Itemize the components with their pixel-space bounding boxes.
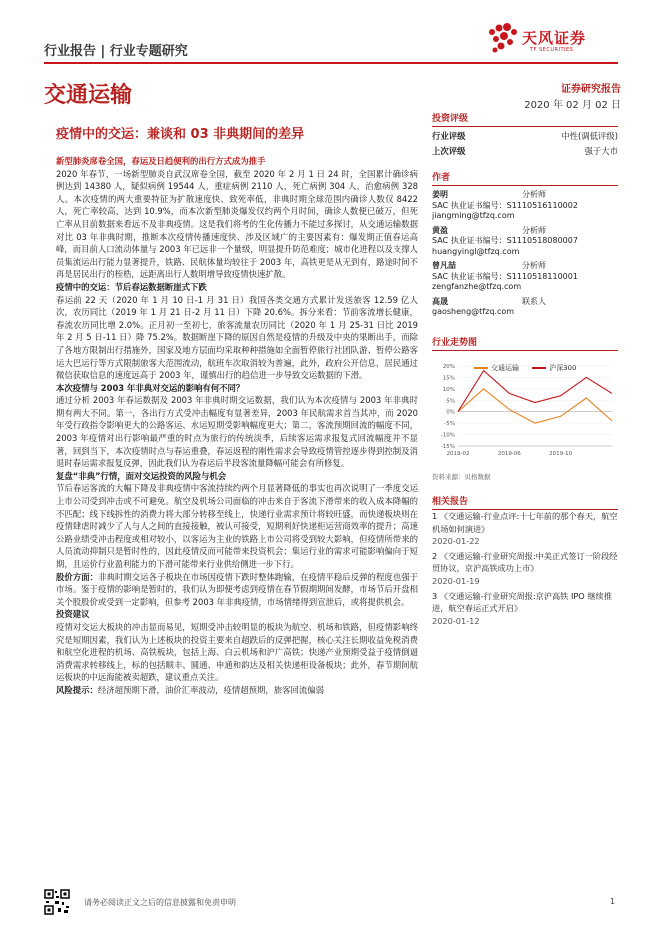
related-panel	[432, 494, 618, 510]
header-divider	[44, 62, 618, 64]
related-title[interactable]: 2 《交通运输-行业研究周报:中美正式签订一阶段经贸协议，京沪高铁成功上市》	[432, 550, 618, 574]
paragraph: 春运前 22 天（2020 年 1 月 10 日-1 月 31 日）我国各类交通方式累计发送旅客 12.59 亿人次，农历同比（2019 年 1 月 21 日-2 月 11 日）下降 20.6%。拆分来看：节前客流增长健康，春流农历同比增 2.0%。正月初一至初七，旅客流量农历同比（2020 年 1 月 25-31 日比 2019 年 2 月 5 日-11 日）降 75.2%。数据断崖下降的原因自然是疫情的升级及中央的果断出手，而除了各地方限制出行措施外，国家及地方层面均采取种种措施如全面暂停旅行社团队游、暂停公路客运大巴运行等方式限制旅客大范围流动，航班车次取消较为普遍，此外，政府公开信息，居民通过微信获取信息的速度远高于 2003 年，谨慎出行的趋信进一步导致交运数据的下滑。	[56, 294, 418, 381]
labeled-paragraph	[56, 571, 418, 609]
authors-head: 作者	[432, 170, 618, 186]
paragraph: 2020 年春节，一场新型肺炎自武汉席卷全国，截至 2020 年 2 月 1 日 24 时，全国累计确诊病例达到 14380 人，疑似病例 19544 人，重症病例 2110 人，死亡病例 304 人，治愈病例 328 人。本次疫情的两大重要特征为扩散速度快、致死率低，非典时期全球范围内确诊人数仅 8422 人，死亡率较高，达到 10.9%，而本次新型肺炎爆发仅约两个月时间，确诊人数便已破万，但死亡率从目前数据来看远不及非典疫情。这是我们将考的生化传播力不能过多探讨，从交通运输数据对比 03 年非典时期，推断本次疫情传播速度快、涉及区域广的主要因素有：爆发期正值春运高峰，而目前人口流动体量与 2003 年已远非一个量级，明显提升防范难度；城市化进程以及支撑人员集流运出行能力显著提升，铁路、民航体量均较往于 2003 年，高铁更是从无到有，路途时间不再是居民出行的桎梏，远距离出行人数明增导致疫情快速扩散。	[56, 168, 418, 280]
qr-code-icon	[44, 889, 70, 915]
y-tick-label: 5%	[446, 398, 455, 405]
related-title[interactable]: 1 《交通运输-行业点评:十七年前的那个春天，航空机场如何演进》	[432, 511, 618, 534]
x-tick-label: 2019-02	[446, 451, 470, 457]
analyst-email[interactable]: zengfanzhe@tfzq.com	[432, 282, 522, 291]
related-item[interactable]	[432, 510, 618, 548]
paragraph: 通过分析 2003 年春运数据及 2003 年非典时期交运数据，我们认为本次疫情与 2003 年非典时期有两大不同。第一，各出行方式受冲击幅度有显著差异，2003 年民航需求首当其冲，而 2020 年受行政指令影响更大的公路客运、水运短期受影响幅度更大；第二，客流预期回流的幅度不同，2003 年疫情对出行影响最严重的时点为旅行的传统淡季，后续客运需求报复式回流幅度并不显著，回到当下，本次疫情时点与春运重叠，春运返程的刚性需求会导致疫情管控逐步得到控制及消退时春运需求报复反弹，因此我们认为春运后半段客流量降幅可能会有所修复。	[56, 395, 418, 469]
chart-panel	[432, 335, 618, 351]
y-tick-label: -15%	[440, 444, 455, 450]
related-date: 2020-01-12	[432, 615, 480, 626]
sub-heading: 投资建议	[56, 609, 90, 620]
analyst-email[interactable]: jiangming@tfzq.com	[432, 211, 515, 220]
sub-heading: 疫情中的交运：节后春运数据断崖式下跌	[56, 281, 207, 292]
chart-source: 资料来源：贝格数据	[432, 473, 491, 481]
brand-name: 天风证券	[522, 29, 587, 47]
rating-key: 上次评级	[432, 146, 466, 156]
inline-label: 股价方面：	[56, 571, 99, 582]
authors-panel	[432, 170, 618, 318]
trend-chart	[432, 350, 618, 462]
y-tick-label: -10%	[440, 432, 455, 439]
related-list	[432, 510, 618, 629]
legend-label: 交通运输	[491, 364, 519, 372]
section-heading: 新型肺炎席卷全国，春运及日趋便利的出行方式成为推手	[56, 156, 266, 166]
sub-heading: 复盘“非典”行情，面对交运投资的风险与机会	[56, 470, 227, 481]
y-tick-label: 15%	[442, 375, 455, 382]
footer-disclaimer: 请务必阅读正文之后的信息披露和免责申明	[84, 898, 236, 907]
report-category: 行业报告 | 行业专题研究	[44, 44, 188, 59]
rating-row	[432, 127, 618, 145]
analyst-name: 姜明	[432, 190, 448, 199]
chart-head: 行业走势图	[432, 335, 618, 351]
related-title[interactable]: 3 《交通运输-行业研究周报:京沪高铁 IPO 继续推进，航空春运正式开启》	[432, 590, 612, 614]
analyst-cert: SAC 执业证书编号：S1110516110002	[432, 200, 578, 210]
main-body	[56, 155, 418, 697]
labeled-paragraph	[56, 684, 418, 697]
analyst-email[interactable]: gaosheng@tfzq.com	[432, 307, 515, 316]
sub-heading: 本次疫情与 2003 年非典对交运的影响有何不同？	[56, 382, 245, 393]
paragraph-text: 经济超预期下滑，油价汇率波动，疫情超预期，旅客回流偏弱	[97, 684, 324, 695]
analyst-role: 联系人	[522, 296, 546, 306]
series-line-transport	[458, 389, 612, 423]
analyst-name: 曾凡喆	[432, 261, 456, 270]
analyst-cert: SAC 执业证书编号：S1110518110001	[432, 271, 578, 281]
related-item[interactable]	[432, 550, 618, 588]
y-tick-label: 0%	[446, 409, 455, 416]
related-head: 相关报告	[432, 494, 618, 510]
y-tick-label: 20%	[442, 364, 455, 370]
rating-row	[432, 145, 618, 160]
chart-svg	[432, 362, 618, 462]
y-tick-label: -5%	[444, 421, 455, 428]
industry-title: 交通运输	[44, 83, 133, 108]
related-date: 2020-01-19	[432, 575, 480, 586]
analyst-block	[432, 297, 618, 318]
related-item[interactable]	[432, 590, 618, 628]
analyst-email[interactable]: huangyingl@tfzq.com	[432, 246, 520, 256]
legend-label: 沪深300	[549, 364, 577, 372]
inline-label: 风险提示：	[56, 684, 98, 695]
x-tick-label: 2019-06	[497, 451, 521, 457]
analyst-block	[432, 226, 618, 258]
report-type: 证券研究报告	[561, 84, 621, 95]
analyst-role: 分析师	[522, 261, 546, 270]
rating-value: 强于大市	[584, 146, 618, 156]
rating-panel	[432, 111, 618, 160]
paragraph-text: 非典时期交运各子板块在市场因疫情下跌时整体跑输，在疫情平稳后反弹的程度也强于市场。鉴于疫情的影响是暂时的，我们认为即便考虑到疫情在春节假期期间发酵，市场节后开盘相关个股股价或受到一定影响，但参考 2003 年非典疫情，市场情绪得到宣泄后，或将提供机会。	[56, 571, 419, 607]
analyst-block	[432, 261, 618, 293]
logo-icon	[484, 22, 524, 58]
analyst-role: 分析师	[522, 225, 546, 235]
analyst-name: 高晟	[432, 296, 448, 306]
y-tick-label: 10%	[442, 386, 455, 393]
report-date: 2020 年 02 月 02 日	[524, 100, 621, 111]
x-tick-label: 2019-10	[549, 451, 573, 457]
related-date: 2020-01-22	[432, 536, 480, 547]
analyst-cert: SAC 执业证书编号：S1110518080007	[432, 236, 578, 245]
page-number: 1	[609, 897, 615, 906]
analyst-block	[432, 190, 618, 222]
analyst-role: 分析师	[522, 190, 546, 199]
analyst-name: 黄盈	[432, 225, 448, 235]
report-title: 疫情中的交运：兼谈和 03 非典期间的差异	[56, 127, 305, 142]
paragraph: 节后春运客流的大幅下降及非典疫情中客流持续约两个月显著降低的事实也再次说明了一季度交运上市公司受到冲击或不可避免。航空及机场公司面临的冲击来自于客流下滑带来的收入成本降幅的不匹配；线下线拆性的消费力将大部分转移至线上，快递行业需求预计将较旺盛，而快递板块则在疫情肆虐时减少了人与人之间的直接接触，被认可接受，短期利好快递柜运营商效率的提升；高速公路业绩受冲击程度或相对较小，以客运为主业的铁路上市公司将受到较大影响，但疫情所带来的人员流动抑制只是暂时性的，因此疫情反而可能带来投资机会；集运行业的需求可能影响偏向于短期，且运价行业盈利能力的下滑可能带来行业供给侧进一步下行。	[56, 483, 418, 569]
paragraph: 疫情对交运大板块的冲击显而易见，短期受冲击较明显的板块为航空、机场和铁路，但疫情影响终究是短期因素，我们认为上述板块的投资主要来自超跌后的反弹把握，核心关注长期收益免税消费和航空化进程的机场、高铁板块，包括上海、白云机场和沪广高铁；快递产业预期受益于疫情倒逼消费需求转移线上，标的包括顺丰、圆通、申通和韵达及相关快递柜设备板块；此外，春节期间航运板块的中远海能被卖超跌，建议重点关注。	[56, 621, 418, 683]
rating-value: 中性(调低评级)	[561, 131, 618, 141]
rating-head: 投资评级	[432, 111, 618, 127]
rating-key: 行业评级	[432, 131, 466, 141]
brand-name-en: TF SECURITIES	[530, 47, 574, 53]
